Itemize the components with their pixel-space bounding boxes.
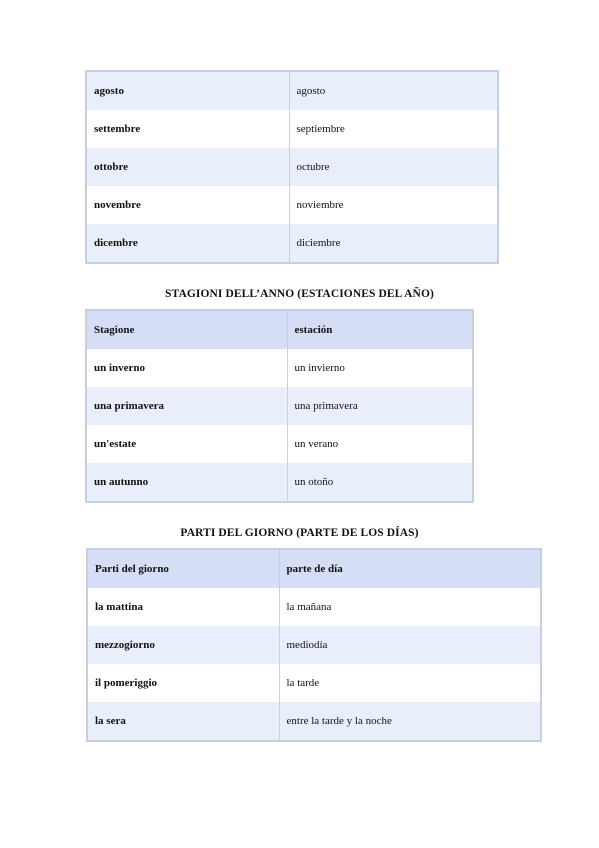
spanish-term: octubre [289,148,498,186]
table-row [86,224,498,263]
table-row [86,148,498,186]
day-parts-heading: PARTI DEL GIORNO (PARTE DE LOS DÍAS) [180,527,419,539]
italian-term: una primavera [86,387,287,425]
table-row [86,186,498,224]
spanish-term: diciembre [289,224,498,263]
italian-term: la mattina [87,588,279,626]
spanish-term: noviembre [289,186,498,224]
spanish-term: la mañana [279,588,541,626]
italian-term: novembre [86,186,289,224]
table-row [86,425,473,463]
italian-term: mezzogiorno [87,626,279,664]
italian-term: la sera [87,702,279,741]
column-header-italian: Parti del giorno [87,549,279,588]
table-row [86,71,498,110]
spanish-term: un invierno [287,349,473,387]
table-row [86,349,473,387]
italian-term: un inverno [86,349,287,387]
table-header-row [87,549,541,588]
column-header-italian: Stagione [86,310,287,349]
italian-term: un autunno [86,463,287,502]
spanish-term: entre la tarde y la noche [279,702,541,741]
spanish-term: agosto [289,71,498,110]
table-row [87,664,541,702]
months-table [85,70,499,264]
table-row [87,702,541,741]
seasons-heading: STAGIONI DELL’ANNO (ESTACIONES DEL AÑO) [165,288,434,300]
table-row [86,463,473,502]
italian-term: ottobre [86,148,289,186]
seasons-table [85,309,474,503]
table-row [87,588,541,626]
table-header-row [86,310,473,349]
table-row [86,387,473,425]
column-header-spanish: estación [287,310,473,349]
spanish-term: mediodía [279,626,541,664]
column-header-spanish: parte de día [279,549,541,588]
italian-term: un'estate [86,425,287,463]
italian-term: il pomeriggio [87,664,279,702]
italian-term: agosto [86,71,289,110]
table-row [87,626,541,664]
spanish-term: una primavera [287,387,473,425]
spanish-term: septiembre [289,110,498,148]
italian-term: dicembre [86,224,289,263]
italian-term: settembre [86,110,289,148]
spanish-term: la tarde [279,664,541,702]
table-row [86,110,498,148]
spanish-term: un otoño [287,463,473,502]
day-parts-table [86,548,542,742]
spanish-term: un verano [287,425,473,463]
